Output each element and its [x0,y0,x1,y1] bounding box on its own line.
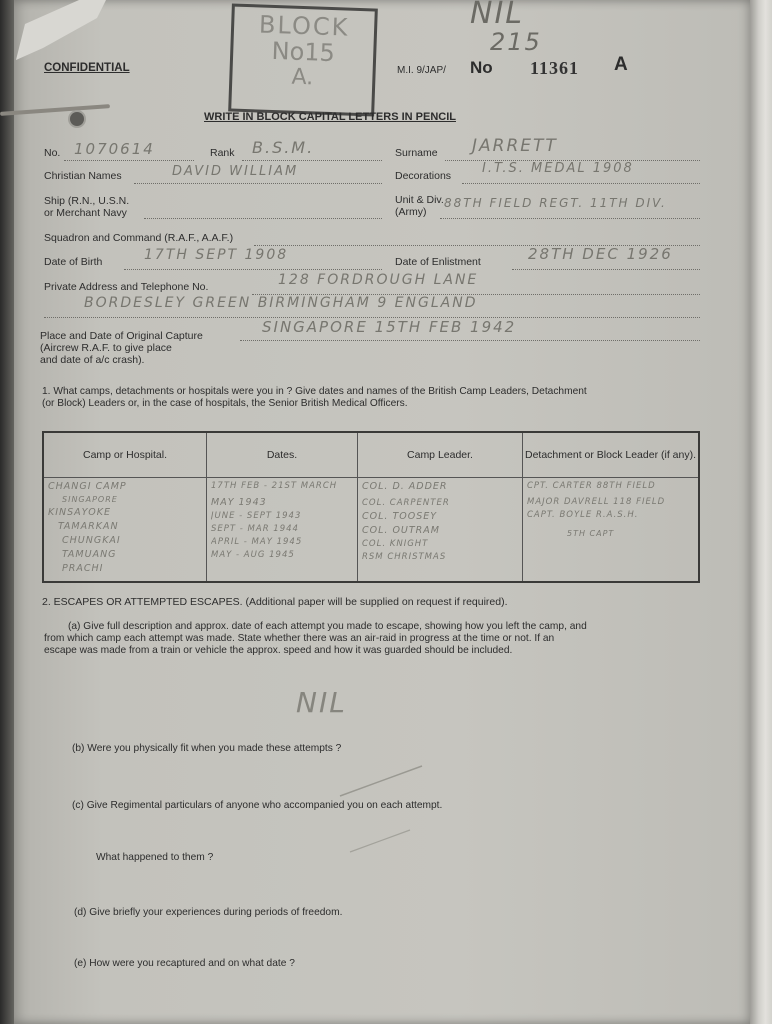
date-entry: MAY 1943 [211,497,267,508]
date-entry: SEPT - MAR 1944 [211,524,299,534]
page-stack-edge [750,0,772,1024]
service-no-value: 1070614 [74,140,155,158]
leader-entry: COL. TOOSEY [362,511,438,522]
decorations-value: I.T.S. MEDAL 1908 [482,161,634,176]
camp-entry: SINGAPORE [62,495,118,504]
camp-entry: KINSAYOKE [48,507,112,518]
capture-label-1: Place and Date of Original Capture [40,330,203,342]
camp-entry: PRACHI [62,563,104,574]
detachment-entry: CAPT. BOYLE R.A.S.H. [527,510,639,520]
capture-label-3: and date of a/c crash). [40,354,145,366]
rank-value: B.S.M. [252,138,315,157]
rank-label: Rank [210,147,235,159]
detachment-entry: CPT. CARTER 88TH FIELD [527,481,656,491]
form-code: M.I. 9/JAP/ [397,65,446,76]
camps-table [42,431,700,583]
squadron-label: Squadron and Command (R.A.F., A.A.F.) [44,232,234,244]
q2-heading: 2. ESCAPES OR ATTEMPTED ESCAPES. (Additional paper will be supplied on request if required). [42,596,508,608]
christian-names-value: DAVID WILLIAM [172,164,299,179]
service-no-line [64,160,194,161]
nil-answer: NIL [296,686,347,719]
form-suffix: A [614,54,628,75]
q2d-text: (d) Give briefly your experiences during periods of freedom. [74,907,343,918]
capture-label-2: (Aircrew R.A.F. to give place [40,342,172,354]
address-value-2: BORDESLEY GREEN BIRMINGHAM 9 ENGLAND [84,295,478,311]
q2a-line-3: escape was made from a train or vehicle the approx. speed and how it was guarded should be included. [44,645,513,656]
dob-value: 17TH SEPT 1908 [144,247,289,263]
unit-line [440,218,700,219]
date-entry: MAY - AUG 1945 [211,550,295,560]
date-entry: 17TH FEB - 21ST MARCH [211,481,338,491]
camp-column [43,478,207,583]
address-label: Private Address and Telephone No. [44,281,209,293]
enlistment-line [512,269,700,270]
q2c-follow-text: What happened to them ? [96,852,214,863]
header-detachment: Detachment or Block Leader (if any). [523,432,700,478]
stamp-line-2: No15 [271,37,336,68]
leader-entry: COL. KNIGHT [362,539,429,549]
decorations-line [462,183,700,184]
ship-label-1: Ship (R.N., U.S.N. [44,195,130,207]
surname-label: Surname [395,147,438,159]
nil-annotation-top: NIL [470,0,525,31]
camp-entry: CHUNGKAI [62,535,121,546]
stamp-line-3: A. [291,64,314,91]
q2b-text: (b) Were you physically fit when you made these attempts ? [72,743,342,754]
block-stamp [228,3,378,116]
dates-column [207,478,358,583]
rank-line [242,160,382,161]
christian-names-label: Christian Names [44,170,122,182]
q1-line-1: 1. What camps, detachments or hospitals were you in ? Give dates and names of the British Camp Leaders, Detachment [42,386,587,397]
date-entry: JUNE - SEPT 1943 [211,511,302,521]
christian-names-line [134,183,382,184]
ship-label-2: or Merchant Navy [44,207,127,219]
capture-line [240,340,700,341]
decorations-label: Decorations [395,170,452,182]
leader-entry: RSM CHRISTMAS [362,552,447,562]
date-entry: APRIL - MAY 1945 [211,537,303,547]
enlistment-value: 28TH DEC 1926 [528,245,673,263]
leader-entry: COL. OUTRAM [362,525,440,536]
unit-label-2: (Army) [395,206,427,218]
camp-entry: TAMUANG [62,549,117,560]
capture-value: SINGAPORE 15TH FEB 1942 [262,318,517,336]
camp-entry: CHANGI CAMP [48,481,127,492]
surname-value: JARRETT [472,136,558,156]
dob-line [124,269,382,270]
dob-label: Date of Birth [44,256,103,268]
detachment-entry: 5TH CAPT [567,529,615,538]
pencil-strokes [330,760,430,860]
q2a-line-2: from which camp each attempt was made. State whether there was an air-raid in progress at the time or not. If an [44,633,555,644]
detachment-entry: MAJOR DAVRELL 118 FIELD [527,497,666,507]
q1-line-2: (or Block) Leaders or, in the case of hospitals, the Senior British Medical Officers. [42,398,408,409]
pencil-instruction: WRITE IN BLOCK CAPITAL LETTERS IN PENCIL [204,111,456,123]
service-no-label: No. [44,147,61,159]
header-leader: Camp Leader. [358,432,523,478]
punch-hole [70,112,84,126]
q2c-text: (c) Give Regimental particulars of anyone who accompanied you on each attempt. [72,800,443,811]
ref-annotation-top: 215 [490,28,542,56]
unit-value: 88TH FIELD REGT. 11TH DIV. [444,196,667,210]
enlistment-label: Date of Enlistment [395,256,481,268]
q2e-text: (e) How were you recaptured and on what date ? [74,958,295,969]
q2a-line-1: (a) Give full description and approx. date of each attempt you made to escape, showing how you left the camp, and [68,621,587,632]
stamp-line-1: BLOCK [258,10,350,42]
leader-entry: COL. CARPENTER [362,498,450,508]
ship-line [144,218,382,219]
header-camp: Camp or Hospital. [43,432,207,478]
camp-entry: TAMARKAN [58,521,119,532]
unit-label-1: Unit & Div. [395,194,444,206]
leader-column [358,478,523,583]
leader-entry: COL. D. ADDER [362,481,448,492]
header-dates: Dates. [207,432,358,478]
form-number: 11361 [530,58,580,78]
detachment-column [523,478,700,583]
confidential-label: CONFIDENTIAL [44,62,130,74]
address-value-1: 128 FORDROUGH LANE [278,272,479,288]
form-number-prefix: No [470,58,493,77]
